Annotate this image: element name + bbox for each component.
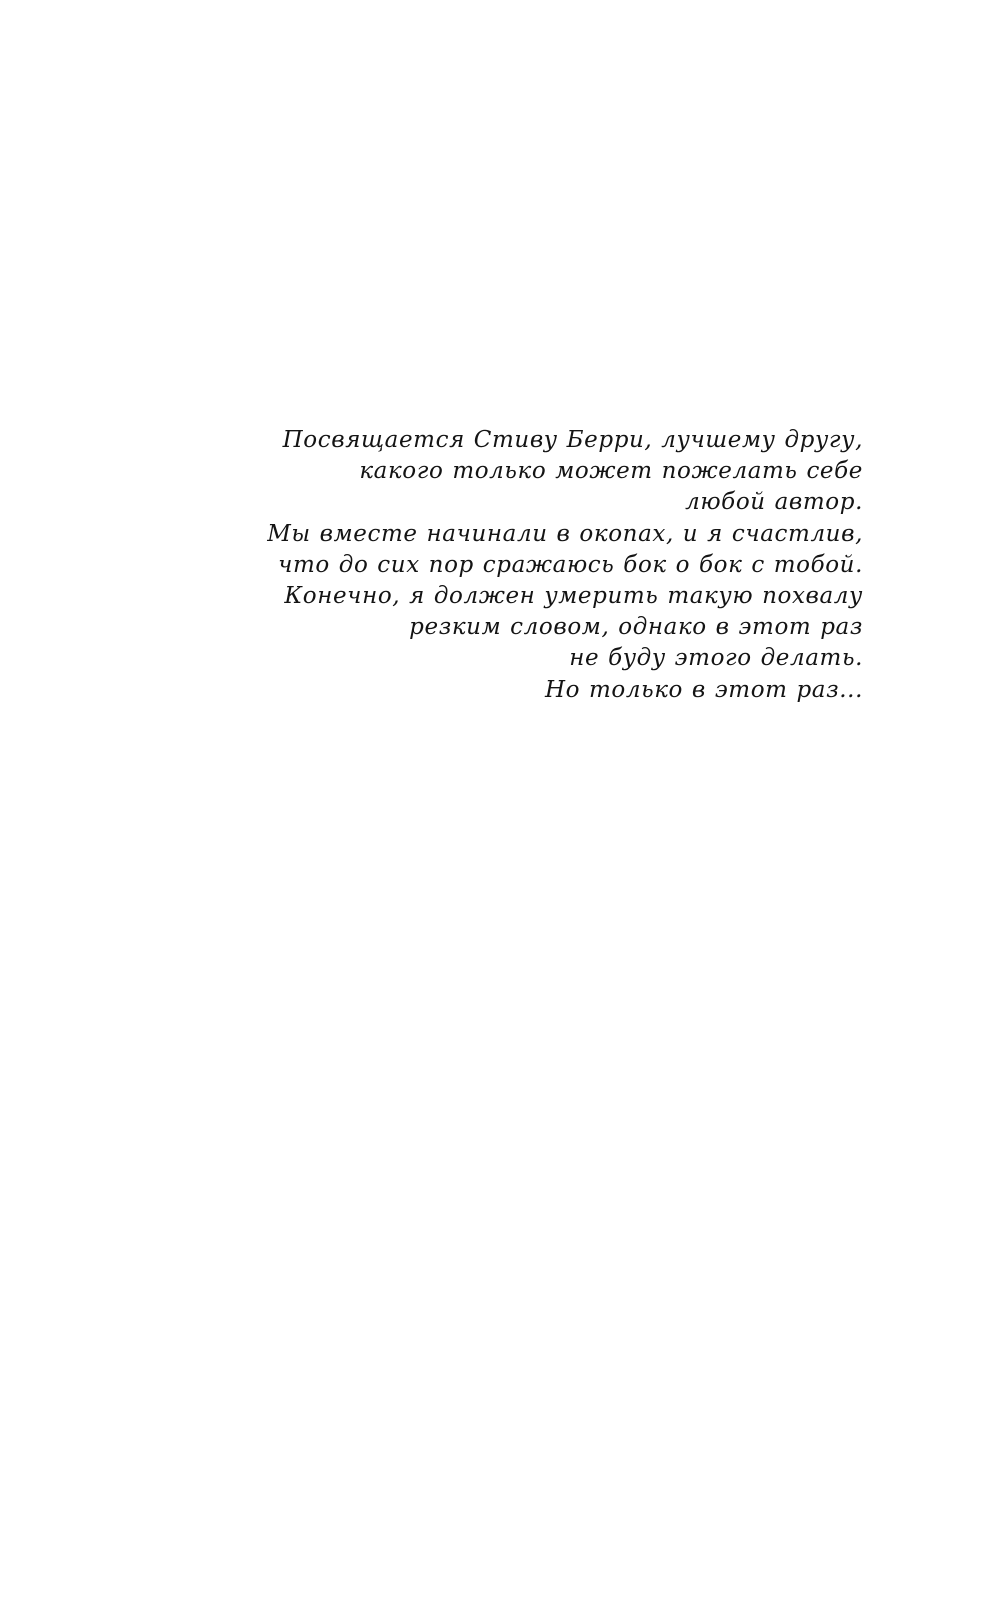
- dedication-block: [243, 425, 863, 706]
- dedication-line: резким словом, однако в этот раз: [409, 614, 863, 641]
- dedication-line: Конечно, я должен умерить такую похвалу: [284, 583, 863, 610]
- dedication-line: любой автор.: [685, 489, 863, 516]
- dedication-line: Посвящается Стиву Берри, лучшему другу,: [282, 427, 863, 453]
- dedication-line: что до сих пор сражаюсь бок о бок с тобой.: [278, 551, 863, 578]
- dedication-line: Мы вместе начинали в окопах, и я счастлив,: [267, 520, 863, 547]
- dedication-line: Но только в этот раз...: [544, 676, 863, 703]
- dedication-line: какого только может пожелать себе: [359, 458, 863, 485]
- dedication-line: не буду этого делать.: [569, 645, 863, 672]
